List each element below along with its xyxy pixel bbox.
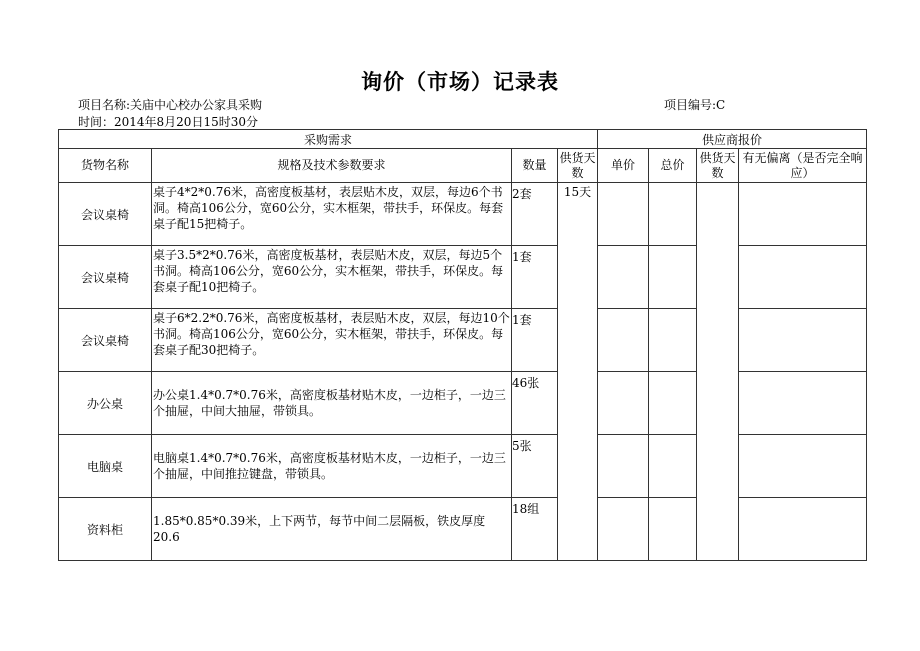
spec-text: 办公桌1.4*0.7*0.76米，高密度板基材贴木皮，一边柜子，一边三个抽屉，中间大抽屉，带锁具。 xyxy=(152,372,512,435)
deviation-cell[interactable] xyxy=(739,498,867,561)
supplier-days-header: 供货天数 xyxy=(697,149,739,183)
unit-price-cell[interactable] xyxy=(598,435,649,498)
spec-text: 1.85*0.85*0.39米，上下两节，每节中间二层隔板，铁皮厚度20.6 xyxy=(152,498,512,561)
unit-price-cell[interactable] xyxy=(598,183,649,246)
table-row xyxy=(59,246,867,309)
quotation-table xyxy=(58,129,867,561)
goods-name: 会议桌椅 xyxy=(59,309,152,372)
total-price-cell[interactable] xyxy=(649,372,697,435)
column-header-row xyxy=(59,149,867,183)
goods-name-header: 货物名称 xyxy=(59,149,152,183)
quantity: 5张 xyxy=(512,435,558,498)
group-supplier-header: 供应商报价 xyxy=(598,130,867,149)
spec-text: 桌子3.5*2*0.76米，高密度板基材，表层贴木皮，双层，每边5个书洞。椅高106公分，宽60公分，实木框架，带扶手，环保皮。每套桌子配10把椅子。 xyxy=(152,246,512,309)
goods-name: 办公桌 xyxy=(59,372,152,435)
spec-text: 电脑桌1.4*0.7*0.76米，高密度板基材贴木皮，一边柜子，一边三个抽屉，中间推拉键盘，带锁具。 xyxy=(152,435,512,498)
supplier-days-cell[interactable] xyxy=(697,183,739,561)
unit-price-header: 单价 xyxy=(598,149,649,183)
total-price-header: 总价 xyxy=(649,149,697,183)
record-time: 时间：2014年8月20日15时30分 xyxy=(78,115,258,129)
quantity: 1套 xyxy=(512,309,558,372)
page-title: 询价（市场）记录表 xyxy=(361,69,559,94)
deviation-cell[interactable] xyxy=(739,435,867,498)
deviation-cell[interactable] xyxy=(739,309,867,372)
project-name: 项目名称:关庙中心校办公家具采购 xyxy=(78,98,263,112)
unit-price-cell[interactable] xyxy=(598,309,649,372)
qty-header: 数量 xyxy=(512,149,558,183)
goods-name: 电脑桌 xyxy=(59,435,152,498)
goods-name: 资料柜 xyxy=(59,498,152,561)
unit-price-cell[interactable] xyxy=(598,372,649,435)
spec-text: 桌子4*2*0.76米，高密度板基材，表层贴木皮，双层，每边6个书洞。椅高106公分，宽60公分，实木框架，带扶手，环保皮。每套桌子配15把椅子。 xyxy=(152,183,512,246)
goods-name: 会议桌椅 xyxy=(59,183,152,246)
group-demand-header: 采购需求 xyxy=(59,130,598,149)
group-header-row xyxy=(59,130,867,149)
spec-header: 规格及技术参数要求 xyxy=(152,149,512,183)
unit-price-cell[interactable] xyxy=(598,246,649,309)
table-row xyxy=(59,183,867,246)
spec-text: 桌子6*2.2*0.76米，高密度板基材，表层贴木皮，双层，每边10个书洞。椅高106公分，宽60公分，实木框架，带扶手，环保皮。每套桌子配30把椅子。 xyxy=(152,309,512,372)
table-row xyxy=(59,435,867,498)
delivery-days-header: 供货天数 xyxy=(558,149,598,183)
quantity: 1套 xyxy=(512,246,558,309)
goods-name: 会议桌椅 xyxy=(59,246,152,309)
deviation-cell[interactable] xyxy=(739,372,867,435)
total-price-cell[interactable] xyxy=(649,246,697,309)
project-number: 项目编号:C xyxy=(664,98,726,112)
total-price-cell[interactable] xyxy=(649,498,697,561)
quantity: 18组 xyxy=(512,498,558,561)
total-price-cell[interactable] xyxy=(649,435,697,498)
quantity: 46张 xyxy=(512,372,558,435)
deviation-cell[interactable] xyxy=(739,246,867,309)
quantity: 2套 xyxy=(512,183,558,246)
deviation-cell[interactable] xyxy=(739,183,867,246)
deviation-header: 有无偏离（是否完全响应） xyxy=(739,149,867,183)
delivery-days-value: 15天 xyxy=(558,183,598,561)
unit-price-cell[interactable] xyxy=(598,498,649,561)
total-price-cell[interactable] xyxy=(649,183,697,246)
total-price-cell[interactable] xyxy=(649,309,697,372)
table-row xyxy=(59,498,867,561)
table-row xyxy=(59,372,867,435)
table-row xyxy=(59,309,867,372)
